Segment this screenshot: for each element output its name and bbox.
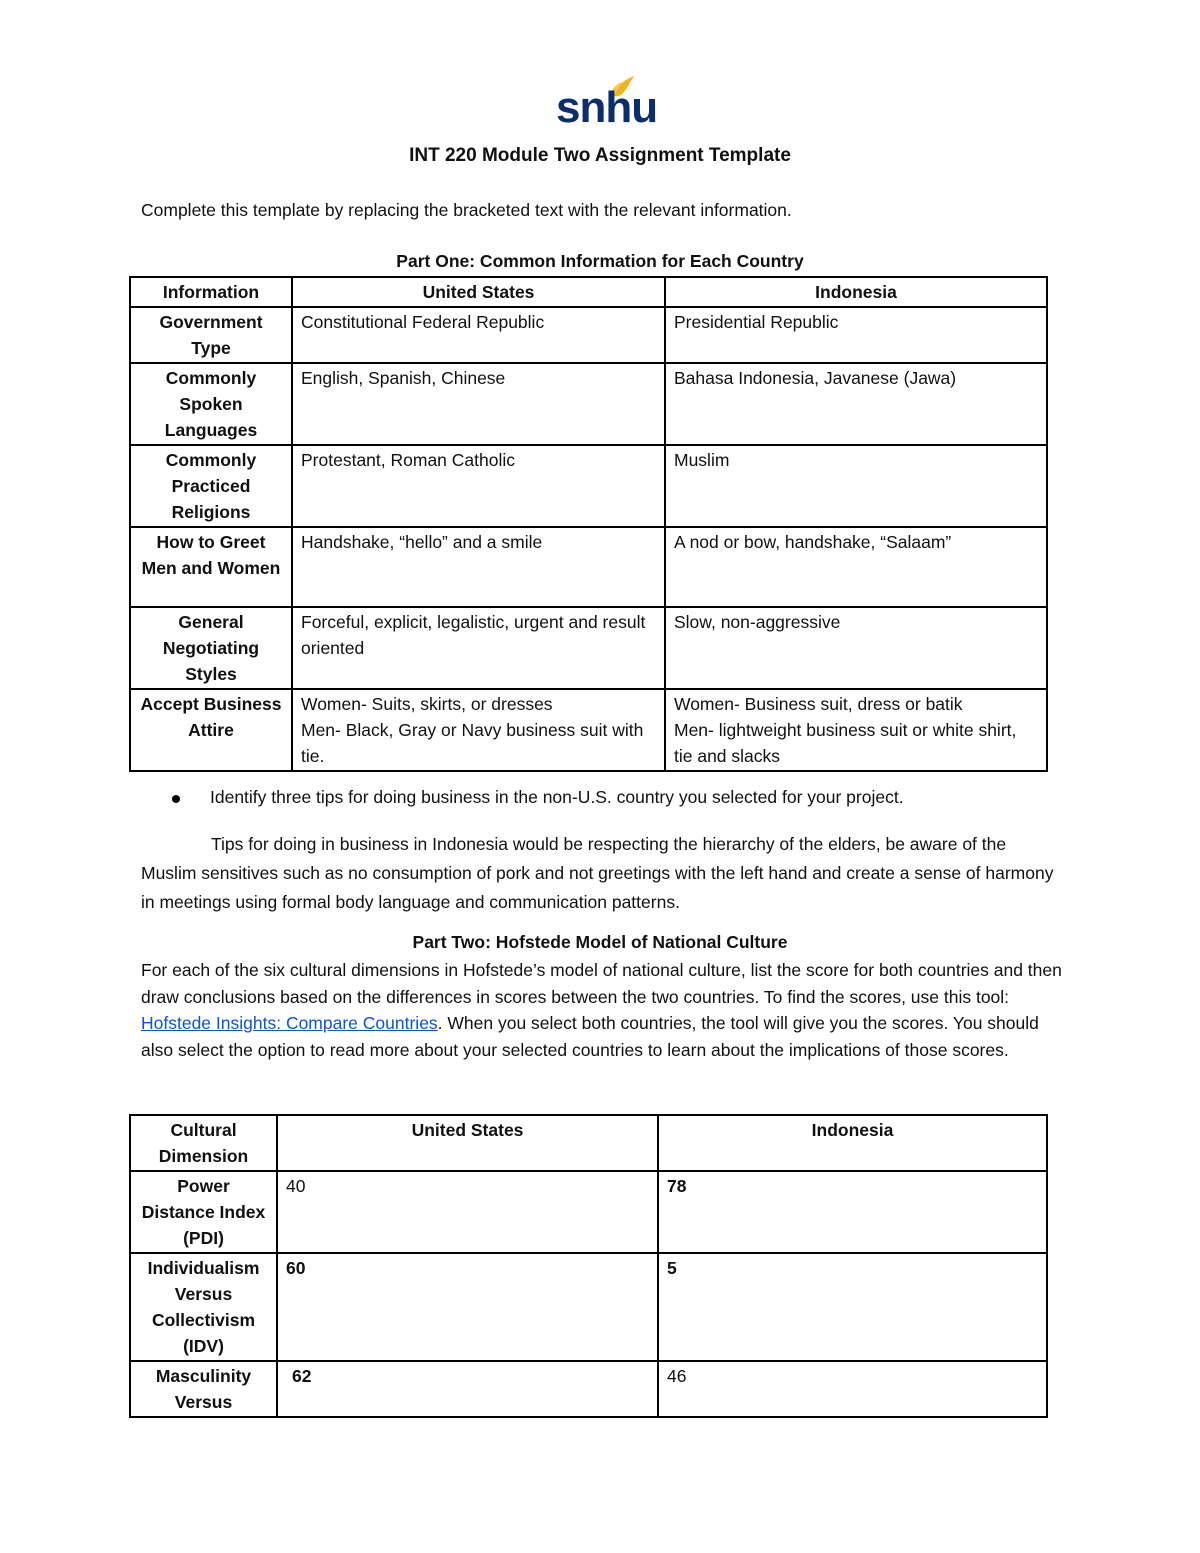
indonesia-score: 5: [658, 1253, 1047, 1361]
id-attire-men: Men- lightweight business suit or white shirt, tie and slacks: [674, 720, 1017, 766]
table-row: [130, 363, 1047, 445]
table-row: [130, 445, 1047, 527]
indonesia-cell: [665, 689, 1047, 771]
hofstede-link[interactable]: Hofstede Insights: Compare Countries: [141, 1013, 438, 1033]
header-indonesia: Indonesia: [658, 1115, 1047, 1171]
indonesia-cell: Slow, non-aggressive: [665, 607, 1047, 689]
logo-text: snhu: [556, 83, 658, 132]
us-attire-men: Men- Black, Gray or Navy business suit with tie.: [301, 720, 644, 766]
us-cell: Forceful, explicit, legalistic, urgent and result oriented: [292, 607, 665, 689]
table-row: [130, 1253, 1047, 1361]
table-row: [130, 689, 1047, 771]
indonesia-cell: A nod or bow, handshake, “Salaam”: [665, 527, 1047, 607]
bullet-text: Identify three tips for doing business in the non-U.S. country you selected for your project.: [210, 787, 904, 807]
hofstede-table: [129, 1114, 1048, 1418]
us-cell: Handshake, “hello” and a smile: [292, 527, 665, 607]
indonesia-score: 78: [658, 1171, 1047, 1253]
row-label: Accept Business Attire: [130, 689, 292, 771]
snhu-logo: [556, 74, 658, 132]
table-header-row: [130, 277, 1047, 307]
indonesia-cell: Bahasa Indonesia, Javanese (Jawa): [665, 363, 1047, 445]
table-row: [130, 307, 1047, 363]
table-row: [130, 527, 1047, 607]
row-label: General Negotiating Styles: [130, 607, 292, 689]
table-header-row: [130, 1115, 1047, 1171]
us-score: 40: [277, 1171, 658, 1253]
common-info-table: [129, 276, 1048, 772]
indonesia-score: 46: [658, 1361, 1047, 1417]
header-indonesia: Indonesia: [665, 277, 1047, 307]
dimension-label: Masculinity Versus: [130, 1361, 277, 1417]
us-score: 60: [277, 1253, 658, 1361]
row-label: Commonly Practiced Religions: [130, 445, 292, 527]
document-title: INT 220 Module Two Assignment Template: [409, 145, 791, 166]
row-label: How to Greet Men and Women: [130, 527, 292, 607]
id-attire-women: Women- Business suit, dress or batik: [674, 694, 963, 714]
row-label: Commonly Spoken Languages: [130, 363, 292, 445]
indonesia-cell: Muslim: [665, 445, 1047, 527]
header-united-states: United States: [277, 1115, 658, 1171]
indonesia-cell: Presidential Republic: [665, 307, 1047, 363]
us-cell: English, Spanish, Chinese: [292, 363, 665, 445]
table-row: [130, 1171, 1047, 1253]
us-cell: [292, 689, 665, 771]
table-row: [130, 1361, 1047, 1417]
table-row: [130, 607, 1047, 689]
header-information: Information: [130, 277, 292, 307]
intro-text: Complete this template by replacing the bracketed text with the relevant information.: [141, 200, 792, 220]
bullet-icon: [172, 795, 180, 803]
dimension-label: Power Distance Index (PDI): [130, 1171, 277, 1253]
part-two-intro-after: . When you select both countries, the tool will give you the scores. You should also select the option to read more about your selected countries to learn about the implications of those scores.: [141, 1013, 1039, 1060]
part-two-intro-before: For each of the six cultural dimensions in Hofstede’s model of national culture, list the score for both countries and then draw conclusions based on the differences in scores between the two countries. To find the scores, use this tool:: [141, 960, 1062, 1007]
header-united-states: United States: [292, 277, 665, 307]
us-cell: Constitutional Federal Republic: [292, 307, 665, 363]
part-one-title: Part One: Common Information for Each Country: [396, 251, 804, 271]
us-cell: Protestant, Roman Catholic: [292, 445, 665, 527]
us-attire-women: Women- Suits, skirts, or dresses: [301, 694, 553, 714]
dimension-label: Individualism Versus Collectivism (IDV): [130, 1253, 277, 1361]
part-two-intro: [141, 957, 1066, 1063]
tips-paragraph: Tips for doing in business in Indonesia would be respecting the hierarchy of the elders, be aware of the Muslim sensitives such as no consumption of pork and not greetings with the left hand and create a sense of harmony in meetings using formal body language and communication patterns.: [141, 834, 1054, 912]
header-cultural-dimension: Cultural Dimension: [130, 1115, 277, 1171]
part-two-title: Part Two: Hofstede Model of National Culture: [412, 932, 788, 952]
us-score: 62: [277, 1361, 658, 1417]
row-label: Government Type: [130, 307, 292, 363]
